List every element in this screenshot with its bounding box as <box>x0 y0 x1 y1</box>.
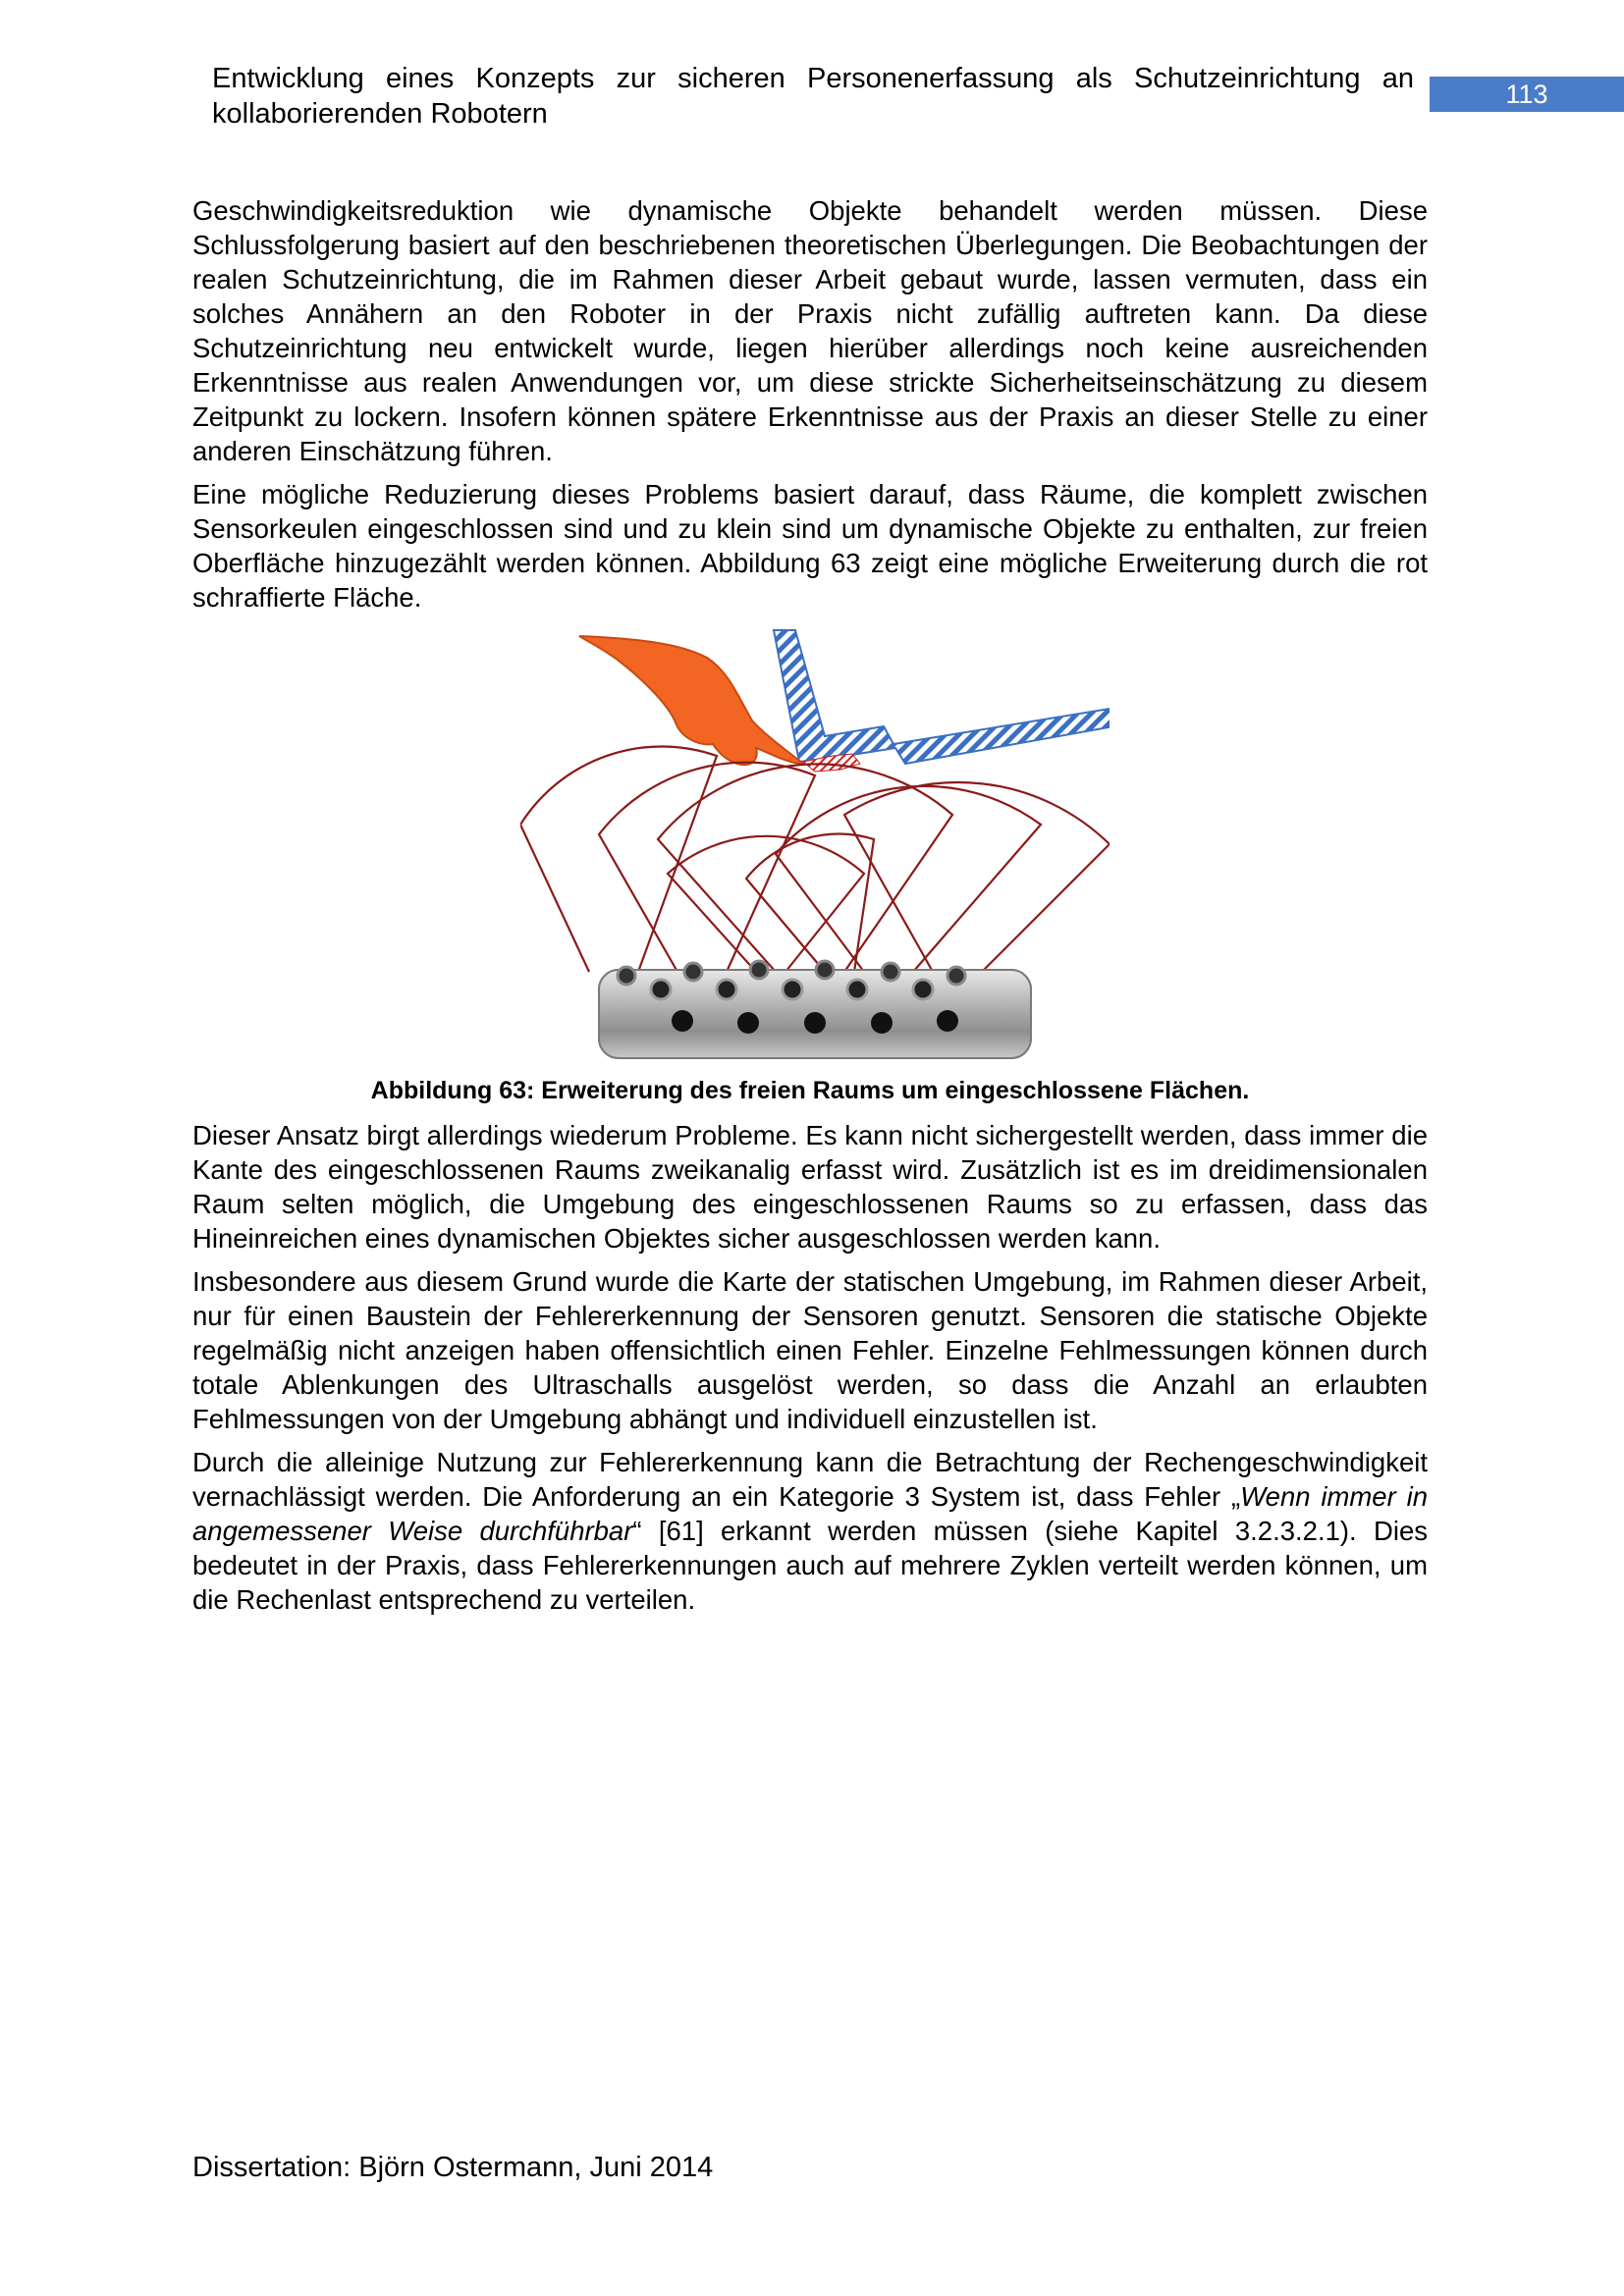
sensor-head <box>882 963 899 981</box>
page-number: 113 <box>1430 77 1624 112</box>
figure-caption: Abbildung 63: Erweiterung des freien Raums um eingeschlossene Flächen. <box>370 1077 1250 1104</box>
sensor-beam <box>599 763 815 972</box>
paragraph: Eine mögliche Reduzierung dieses Problems basiert darauf, dass Räume, die komplett zwischen Sensorkeulen eingeschlossen sind und zu klein sind um dynamische Objekte zu enthalten, zur freien Oberfläche hinzugezählt werden können. Abbildung 63 zeigt eine mögliche Erweiterung durch die rot schraffierte Fläche. <box>192 479 1428 613</box>
quote-text: Wenn immer in angemessener Weise durchführbar <box>192 1481 1428 1546</box>
header-title-line2: kollaborierenden Robotern <box>212 98 548 130</box>
sensor-head <box>618 967 635 985</box>
body-text-bottom <box>192 1118 1428 1626</box>
sensor-head <box>684 963 702 981</box>
sensor-head <box>717 980 736 999</box>
body-text-top <box>192 193 1428 623</box>
hand-shape <box>579 636 803 765</box>
paragraph-text: Durch die alleinige Nutzung zur Fehlererkennung kann die Betrachtung der Rechengeschwindigkeit vernachlässigt werden. Die Anforderung an ein Kategorie 3 System ist, dass Fehler „ <box>192 1447 1428 1512</box>
mounting-hole <box>737 1012 759 1034</box>
figure-63 <box>520 628 1110 1060</box>
mounting-hole <box>804 1012 826 1034</box>
mounting-hole <box>672 1010 693 1032</box>
paragraph: Dieser Ansatz birgt allerdings wiederum Probleme. Es kann nicht sichergestellt werden, dass immer die Kante des eingeschlossenen Raums zweikanalig erfasst wird. Zusätzlich ist es im dreidimensionalen Raum selten möglich, die Umgebung des eingeschlossenen Raums so zu erfassen, dass das Hineinreichen eines dynamischen Objektes sicher ausgeschlossen werden kann. <box>192 1120 1428 1254</box>
sensor-beam <box>746 833 874 972</box>
page-footer: Dissertation: Björn Ostermann, Juni 2014 <box>192 2152 714 2183</box>
sensor-head <box>847 980 867 999</box>
running-header <box>212 61 1414 132</box>
paragraph <box>192 1445 1428 1617</box>
sensor-head <box>651 980 671 999</box>
sensor-illustration <box>520 628 1110 1060</box>
sensor-head <box>750 961 768 979</box>
paragraph: Geschwindigkeitsreduktion wie dynamische Objekte behandelt werden müssen. Diese Schlussfolgerung basiert auf den beschriebenen theoretischen Überlegungen. Die Beobachtungen der realen Schutzeinrichtung, die im Rahmen dieser Arbeit gebaut wurde, lassen vermuten, dass ein solches Annähern an den Roboter in der Praxis nicht zufällig auftreten kann. Da diese Schutzeinrichtung neu entwickelt wurde, liegen hierüber allerdings noch keine ausreichenden Erkenntnisse aus realen Anwendungen vor, um diese strickte Sicherheitseinschätzung zu diesem Zeitpunkt zu lockern. Insofern können spätere Erkenntnisse aus der Praxis an dieser Stelle zu einer anderen Einschätzung führen. <box>192 195 1428 466</box>
sensor-head <box>783 980 802 999</box>
robot-arm-shape <box>774 630 1110 764</box>
mounting-hole <box>937 1010 958 1032</box>
sensor-head <box>816 961 834 979</box>
header-title-line1: Entwicklung eines Konzepts zur sicheren Personenerfassung als Schutzeinrichtung an <box>212 63 1414 94</box>
sensor-beams <box>520 746 1110 972</box>
paragraph-text: “ [61] erkannt werden müssen (siehe Kapitel 3.2.3.2.1). Dies bedeutet in der Praxis, dass Fehlererkennungen auch auf mehrere Zyklen verteilt werden können, um die Rechenlast entsprechend zu verteilen. <box>192 1516 1429 1615</box>
sensor-beam <box>844 782 1110 972</box>
sensor-head <box>913 980 933 999</box>
mounting-hole <box>871 1012 893 1034</box>
sensor-beam <box>668 836 864 972</box>
paragraph: Insbesondere aus diesem Grund wurde die Karte der statischen Umgebung, im Rahmen dieser Arbeit, nur für einen Baustein der Fehlererkennung der Sensoren genutzt. Sensoren die statische Objekte regelmäßig nicht anzeigen haben offensichtlich einen Fehler. Einzelne Fehlmessungen können durch totale Ablenkungen des Ultraschalls ausgelöst werden, so dass die Anzahl an erlaubten Fehlmessungen von der Umgebung abhängt und individuell einzustellen ist. <box>192 1266 1428 1434</box>
sensor-head <box>947 967 965 985</box>
